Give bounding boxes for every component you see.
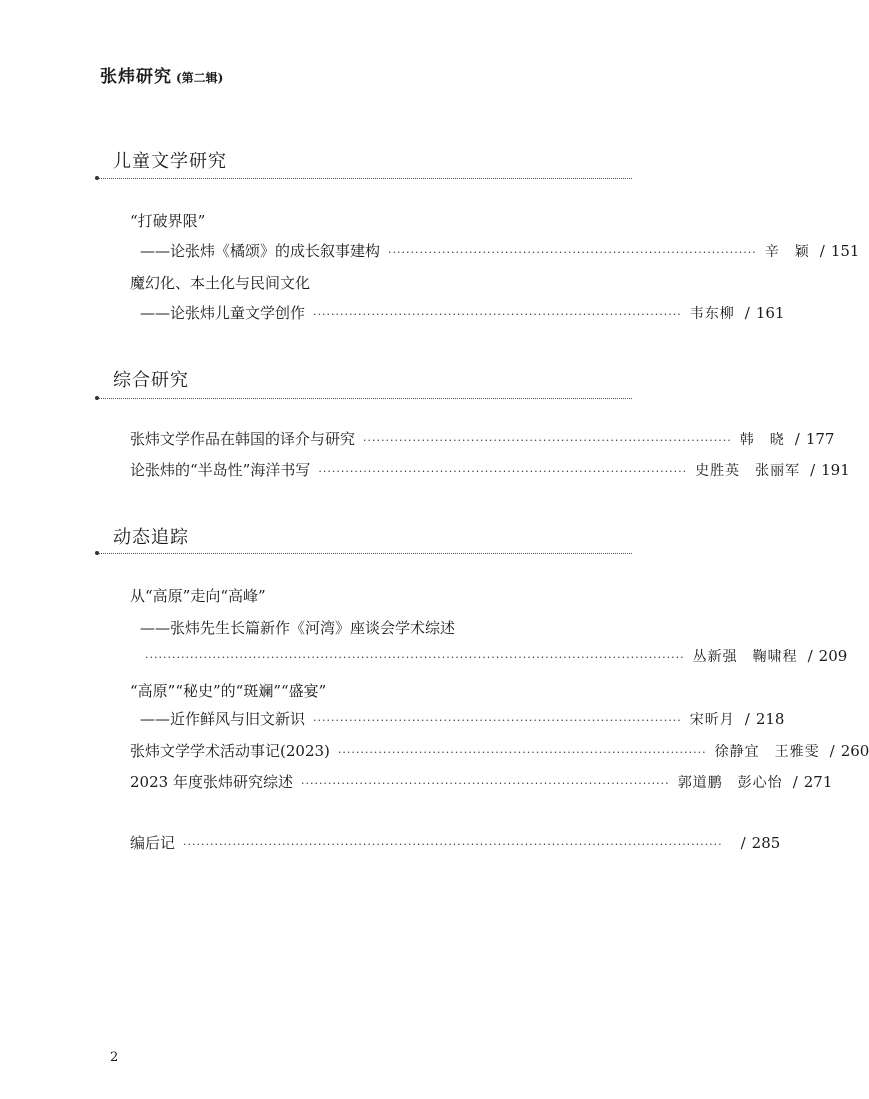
- toc-entry-subtitle: ——论张炜《橘颂》的成长叙事建构: [140, 242, 381, 260]
- dot-leader: ··················································································: [337, 746, 707, 759]
- toc-entry-author: 丛新强 鞠啸程: [692, 649, 798, 665]
- toc-entry-line[interactable]: [130, 740, 869, 762]
- dot-leader: ··················································································: [318, 465, 688, 478]
- toc-entry-line[interactable]: [140, 302, 785, 324]
- dot-leader: ··················································································: [313, 714, 682, 727]
- toc-entry-page: 218: [755, 710, 785, 728]
- running-head: [100, 62, 223, 87]
- dot-leader: ··················································································: [388, 246, 757, 259]
- toc-entry-line[interactable]: [140, 240, 860, 262]
- footer-page-number: 2: [110, 1050, 119, 1065]
- slash-separator: /: [819, 242, 825, 260]
- toc-entry-title: 2023 年度张炜研究综述: [130, 773, 293, 791]
- dot-leader: ··················································································: [363, 434, 732, 447]
- toc-entry-title[interactable]: 从“高原”走向“高峰”: [130, 587, 266, 605]
- toc-entry-subtitle: ——张炜先生长篇新作《河湾》座谈会学术综述: [140, 619, 456, 637]
- toc-entry-afterword[interactable]: [130, 832, 781, 854]
- toc-entry-page: 209: [818, 647, 848, 665]
- toc-entry-title: 论张炜的“半岛性”海洋书写: [130, 461, 311, 479]
- slash-separator: /: [744, 304, 750, 322]
- slash-separator: /: [829, 742, 835, 760]
- toc-entry-author: 韩 晓: [739, 432, 785, 448]
- toc-entry-page: 271: [803, 773, 833, 791]
- toc-entry-author: 辛 颖: [764, 244, 810, 260]
- dot-leader: ························································································································: [183, 838, 723, 851]
- afterword-page: 285: [751, 834, 781, 852]
- section-rule: [97, 553, 632, 554]
- toc-entry-line[interactable]: [130, 771, 833, 793]
- afterword-title: 编后记: [130, 834, 176, 852]
- slash-separator: /: [792, 773, 798, 791]
- dot-leader: ························································································································: [145, 651, 685, 664]
- section-rule: [97, 398, 632, 399]
- slash-separator: /: [807, 647, 813, 665]
- toc-entry-line[interactable]: [145, 646, 848, 668]
- toc-entry-line[interactable]: [130, 428, 835, 450]
- toc-entry-title[interactable]: 魔幻化、本土化与民间文化: [130, 274, 311, 292]
- slash-separator: /: [740, 834, 746, 852]
- section-title-children-literature: 儿童文学研究: [113, 151, 227, 172]
- toc-entry-title: 张炜文学学术活动事记(2023): [130, 742, 330, 760]
- toc-entry-author: 宋昕月: [689, 712, 735, 728]
- slash-separator: /: [794, 430, 800, 448]
- toc-entry-line[interactable]: [130, 459, 850, 481]
- slash-separator: /: [810, 461, 816, 479]
- dot-leader: ··················································································: [300, 777, 670, 790]
- toc-entry-title[interactable]: “高原”“秘史”的“斑斓”“盛宴”: [130, 682, 327, 700]
- dot-leader: ··················································································: [313, 308, 682, 321]
- book-subtitle: (第二辑): [176, 71, 224, 85]
- section-title-comprehensive: 综合研究: [113, 370, 189, 391]
- section-rule: [97, 178, 632, 179]
- toc-entry-page: 260: [840, 742, 869, 760]
- toc-entry-page: 151: [830, 242, 860, 260]
- toc-entry-author: 韦东柳: [689, 306, 735, 322]
- toc-entry-author: 徐静宜 王雅雯: [714, 744, 820, 760]
- book-title: 张炜研究: [100, 67, 172, 87]
- toc-entry-page: 161: [755, 304, 785, 322]
- toc-entry-line[interactable]: [140, 708, 785, 730]
- section-title-dynamics: 动态追踪: [113, 527, 189, 548]
- toc-entry-title[interactable]: “打破界限”: [130, 212, 206, 230]
- toc-entry-author: 史胜英 张丽军: [695, 463, 801, 479]
- toc-entry-page: 177: [805, 430, 835, 448]
- toc-entry-page: 191: [821, 461, 850, 479]
- slash-separator: /: [744, 710, 750, 728]
- toc-entry-subtitle: ——近作鲜风与旧文新识: [140, 710, 306, 728]
- toc-entry-subtitle: ——论张炜儿童文学创作: [140, 304, 306, 322]
- toc-entry-title: 张炜文学作品在韩国的译介与研究: [130, 430, 356, 448]
- toc-entry-author: 郭道鹏 彭心怡: [677, 775, 783, 791]
